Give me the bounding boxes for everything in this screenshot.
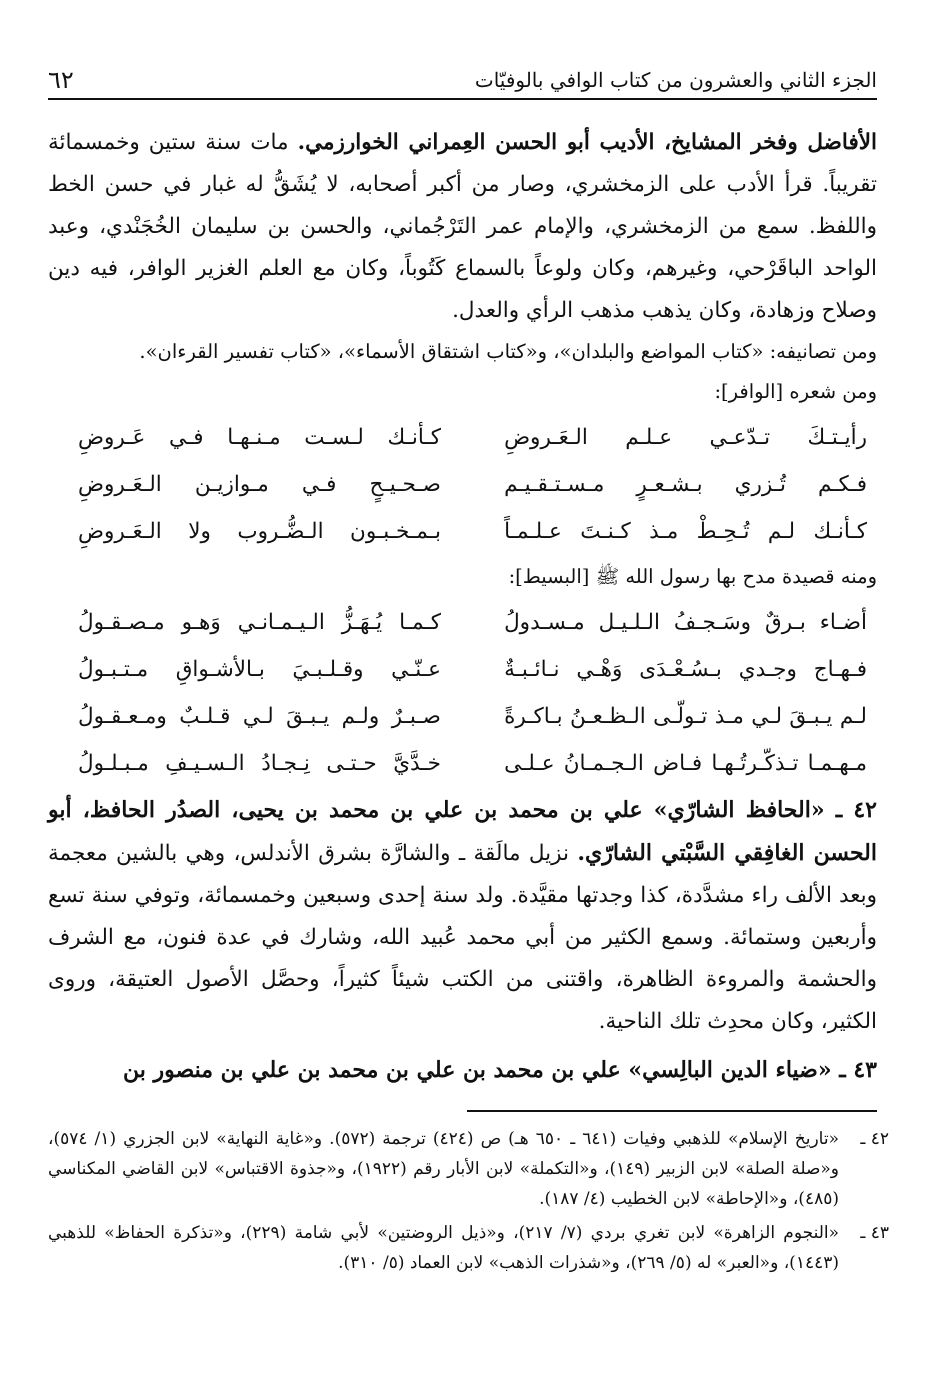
footnote-text: «النجوم الزاهرة» لابن تغري بردي (٧/ ٢١٧)، و«ذيل الروضتين» لأبي شامة (٢٢٩)، و«تذكرة الحفاظ» للذهبي (١٤٤٣)، و«العبر» له (٥/ ٢٦٩)، و«شذرات الذهب» لابن العماد (٥/ ٣١٠).	[48, 1223, 840, 1273]
hemistich-second: بـمـخـبـون الـضُّـروب ولا الـعَـروضِ	[78, 518, 441, 544]
verse	[48, 508, 877, 555]
verse	[48, 414, 877, 461]
hemistich-first: أضـاء بـرقٌ وسَـجـفُ الـلـيـل مـسـدولُ	[504, 609, 867, 635]
footnote-number: ٤٢ ـ	[860, 1129, 889, 1149]
footnotes	[48, 1124, 889, 1282]
hemistich-first: مـهـمـا تـذكّـرتُـهـا فـاض الـجـمـانُ عـلـى	[504, 750, 867, 776]
paragraph-1	[48, 122, 877, 332]
hemistich-second: عـنّـي وقـلـبـيَ بـالأشـواقِ مـتـبـولُ	[78, 656, 441, 682]
page-number: ٦٢	[48, 66, 74, 94]
poem1-intro: ومن شعره [الوافر]:	[714, 380, 877, 403]
page-header	[48, 58, 877, 100]
hemistich-second: صـبـرٌ ولـم يـبـقَ لـي قـلـبٌ ومـعـقـولُ	[78, 703, 441, 729]
works-line: ومن تصانيفه: «كتاب المواضع والبلدان»، و«كتاب اشتقاق الأسماء»، «كتاب تفسير القرءان».	[139, 340, 877, 363]
entry-42	[48, 789, 877, 1043]
footnote-43	[48, 1218, 889, 1278]
entry-43-heading: ٤٣ ـ «ضياء الدين البالِسي» علي بن محمد بن علي بن محمد بن علي بن منصور بن	[122, 1057, 877, 1083]
verse	[48, 646, 877, 693]
hemistich-first: فـهـاج وجـدي بـسُـعْـدَى وَهْـي نـائـبـةٌ	[504, 656, 867, 682]
hemistich-second: خـدَّيَّ حـتـى نِـجـادُ الـسـيـفِ مـبـلـولُ	[78, 750, 441, 776]
entry-42-text: نزيل مالَقة ـ والشارَّة بشرق الأندلس، وهي بالشين معجمة وبعد الألف راء مشدَّدة، كذا وجدتها مقيَّدة. ولد سنة إحدى وسبعين وخمسمائة، وتوفي سنة تسع وأربعين وستمائة. وسمع الكثير من أبي محمد عُبيد الله، وشارك في عدة فنون، مع الشرف والحشمة والمروءة الظاهرة، واقتنى من الكتب شيئاً كثيراً، وحصَّل الأصول العتيقة، وروى الكثير، وكان محدِث تلك الناحية.	[48, 841, 877, 1034]
verse	[48, 599, 877, 646]
footnote-number: ٤٣ ـ	[860, 1223, 889, 1243]
footnote-42	[48, 1124, 889, 1214]
paragraph-1-bold: الأفاضل وفخر المشايخ، الأديب أبو الحسن العِمراني الخوارزمي.	[297, 130, 877, 155]
poem2-intro: ومنه قصيدة مدح بها رسول الله ﷺ [البسيط]:	[508, 565, 877, 588]
hemistich-first: فـكـم تُـزري بـشـعـرٍ مـسـتـقـيـم	[504, 471, 867, 497]
paragraph-1-text: مات سنة ستين وخمسمائة تقريباً. قرأ الأدب على الزمخشري، وصار من أكبر أصحابه، لا يُشَقُّ له غبار في حسن الخط واللفظ. سمع من الزمخشري، والإمام عمر التَرْجُماني، والحسن بن سليمان الخُجَنْدي، وعبد الواحد الباقَرْحي، وغيرهم، وكان ولوعاً بالسماع كَتُوباً، وكان مع العلم الغزير الوافر، فيه دين وصلاح وزهادة، وكان يذهب مذهب الرأي والعدل.	[48, 130, 877, 323]
main-text	[48, 122, 877, 1091]
verse	[48, 693, 877, 740]
footnote-text: «تاريخ الإسلام» للذهبي وفيات (٦٤١ ـ ٦٥٠ هـ) ص (٤٢٤) ترجمة (٥٧٢). و«غاية النهاية» لابن الجزري (١/ ٥٧٤)، و«صلة الصلة» لابن الزبير (١٤٩)، و«التكملة» لابن الأبار رقم (١٩٢٢)، و«جذوة الاقتباس» لابن القاضي المكناسي (٤٨٥)، و«الإحاطة» لابن الخطيب (٤/ ١٨٧).	[48, 1129, 839, 1209]
entry-42-heading: ٤٢ ـ «الحافظ الشارّي» علي بن محمد بن علي بن محمد بن يحيى، الصدُر الحافظ، أبو الحسن الغافِقي السَّبْتي الشارّي.	[48, 797, 877, 866]
poem-2	[48, 599, 877, 787]
verse	[48, 461, 877, 508]
hemistich-first: رأيـتـكَ تـدّعـي عـلـم الـعَـروضِ	[504, 424, 867, 450]
poem-1	[48, 414, 877, 555]
running-title: الجزء الثاني والعشرون من كتاب الوافي بالوفيّات	[474, 68, 877, 92]
footnote-separator	[467, 1110, 877, 1112]
hemistich-first: لـم يـبـقَ لـي مـذ تـولّـى الـظـعـنُ بـاكـرةً	[504, 703, 867, 729]
hemistich-first: كـأنـك لـم تُـحِـطْ مـذ كـنـتَ عـلـمـاً	[504, 518, 867, 544]
hemistich-second: كـأنـك لـسـت مـنـهـا فـي عَـروضِ	[78, 424, 441, 450]
hemistich-second: كـمـا يُـهَـزُّ الـيـمـانـي وَهـو مـصـقـولُ	[78, 609, 441, 635]
hemistich-second: صـحـيـحٍ فـي مـوازيـن الـعَـروضِ	[78, 471, 441, 497]
verse	[48, 740, 877, 787]
